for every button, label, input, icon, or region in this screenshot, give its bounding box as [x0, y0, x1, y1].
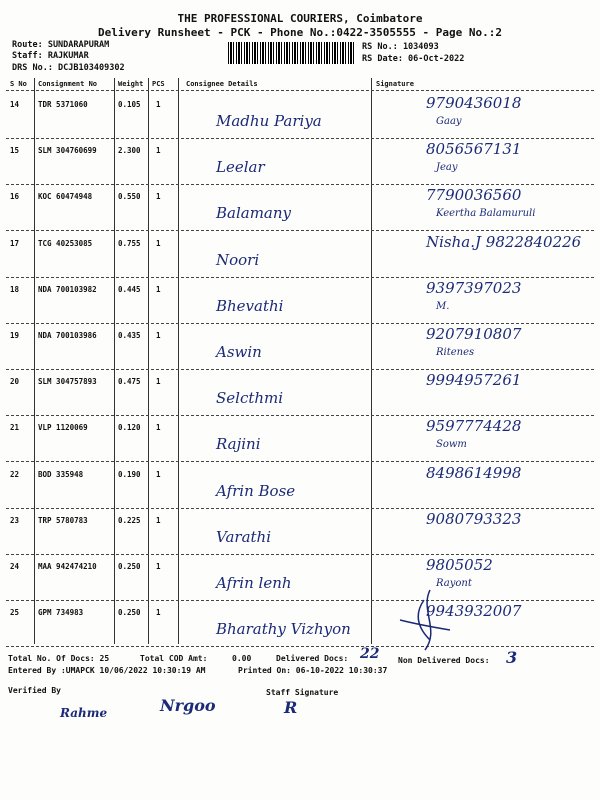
row-pcs: 1 [156, 608, 161, 618]
table-row [6, 510, 594, 556]
row-phone: 8056567131 [426, 140, 522, 159]
entered-by: Entered By :UMAPCK 10/06/2022 10:30:19 AM [8, 666, 206, 675]
row-sno: 25 [10, 608, 20, 618]
col-consignee: Consignee Details [186, 80, 258, 88]
row-sno: 18 [10, 284, 20, 294]
delivered-label: Delivered Docs: [276, 654, 349, 663]
row-signature: Jeay [436, 162, 458, 174]
row-consignment: BOD 335948 [38, 469, 84, 479]
row-signature: M. [436, 300, 450, 312]
row-consignment: KOC 60474948 [38, 192, 93, 202]
table-row [6, 140, 594, 186]
row-consignee-name: Afrin lenh [216, 574, 292, 592]
table-row [6, 417, 594, 463]
row-weight: 0.190 [118, 469, 141, 479]
row-signature: Sowm [436, 439, 467, 451]
row-consignment: SLM 304760699 [38, 146, 97, 156]
row-pcs: 1 [156, 284, 161, 294]
col-signature: Signature [376, 80, 414, 88]
drs-label: DRS No.: DCJB103409302 [12, 63, 125, 73]
row-weight: 0.435 [118, 331, 141, 340]
row-consignment: NDA 700103986 [38, 331, 97, 340]
row-pcs: 1 [156, 238, 161, 248]
non-delivered-value: 3 [506, 648, 518, 667]
row-weight: 0.445 [118, 284, 141, 294]
col-pcs: PCS [152, 80, 165, 88]
rs-number: RS No.: 1034093 [362, 42, 439, 52]
row-sno: 19 [10, 331, 20, 340]
row-signature: Ritenes [436, 347, 475, 358]
row-weight: 0.475 [118, 377, 141, 387]
row-consignee-name: Bhevathi [216, 296, 284, 315]
row-phone: 8498614998 [426, 463, 522, 482]
table-row [6, 325, 594, 371]
route-label: Route: SUNDARAPURAM [12, 40, 110, 50]
signature-scribble [360, 560, 460, 660]
row-consignee-name: Varathi [216, 527, 271, 546]
verified-by-label: Verified By [8, 686, 61, 695]
row-weight: 0.250 [118, 562, 141, 571]
row-signature: Rayont [436, 578, 472, 589]
row-phone: 9080793323 [426, 509, 522, 528]
row-consignment: NDA 700103982 [38, 284, 97, 294]
row-pcs: 1 [156, 100, 161, 109]
row-consignment: TDR 5371060 [38, 100, 88, 109]
row-phone: 9207910807 [426, 325, 522, 343]
row-consignee-name: Madhu Pariya [216, 112, 322, 130]
barcode [228, 42, 356, 64]
row-sno: 22 [10, 469, 20, 479]
total-docs: Total No. Of Docs: 25 [8, 654, 110, 663]
row-signature: Keertha Balamuruli [436, 208, 536, 220]
row-sno: 24 [10, 562, 20, 571]
table-row [6, 371, 594, 417]
row-sno: 14 [10, 100, 20, 109]
row-consignee-name: Noori [216, 250, 260, 269]
row-sno: 20 [10, 377, 20, 387]
row-phone: 7790036560 [426, 186, 522, 205]
row-signature: Gaay [436, 116, 462, 127]
total-cod-value: 0.00 [232, 654, 252, 663]
table-row [6, 94, 594, 140]
runsheet-table [6, 80, 594, 646]
document-subtitle: Delivery Runsheet - PCK - Phone No.:0422-3505555 - Page No.:2 [98, 26, 502, 39]
row-phone: 9994957261 [426, 371, 522, 390]
staff-signature-label: Staff Signature [266, 688, 339, 697]
col-weight: Weight [118, 80, 144, 88]
row-weight: 0.755 [118, 238, 141, 248]
row-sno: 16 [10, 192, 20, 202]
table-row [6, 602, 594, 648]
row-weight: 0.550 [118, 192, 141, 202]
total-cod-label: Total COD Amt: [140, 654, 208, 663]
col-sno: S No [10, 80, 27, 88]
row-consignment: SLM 304757893 [38, 377, 97, 387]
row-phone: 9597774428 [426, 417, 522, 436]
verified-signature: Rahme [60, 706, 108, 720]
table-row [6, 279, 594, 325]
row-pcs: 1 [156, 469, 161, 479]
row-sno: 17 [10, 238, 20, 248]
row-pcs: 1 [156, 515, 161, 525]
row-consignment: TRP 5780783 [38, 515, 88, 525]
row-pcs: 1 [156, 146, 161, 156]
row-consignee-name: Afrin Bose [216, 481, 296, 500]
row-weight: 0.120 [118, 423, 141, 433]
row-sno: 23 [10, 515, 20, 525]
row-weight: 2.300 [118, 146, 141, 156]
row-consignee-name: Bharathy Vizhyon [216, 620, 351, 639]
row-weight: 0.225 [118, 515, 141, 525]
non-delivered-label: Non Delivered Docs: [398, 656, 490, 665]
row-consignee-name: Aswin [216, 343, 262, 361]
staff-signature-mark: R [284, 698, 298, 717]
row-pcs: 1 [156, 423, 161, 433]
row-phone: 9790436018 [426, 94, 522, 112]
document-title: THE PROFESSIONAL COURIERS, Coimbatore [177, 12, 423, 25]
row-consignment: MAA 942474210 [38, 562, 97, 571]
row-pcs: 1 [156, 377, 161, 387]
row-consignment: TCG 40253085 [38, 238, 93, 248]
staff-label: Staff: RAJKUMAR [12, 51, 89, 61]
table-row [6, 233, 594, 279]
row-consignee-name: Rajini [216, 435, 261, 454]
delivered-value: 22 [360, 646, 380, 662]
rs-date: RS Date: 06-Oct-2022 [362, 54, 465, 64]
row-sno: 15 [10, 146, 20, 156]
printed-on: Printed On: 06-10-2022 10:30:37 [238, 666, 388, 675]
row-phone: 9397397023 [426, 278, 522, 297]
row-weight: 0.105 [118, 100, 141, 109]
row-consignee-name: Balamany [216, 204, 292, 223]
row-sno: 21 [10, 423, 20, 433]
table-row [6, 464, 594, 510]
row-consignment: VLP 1120069 [38, 423, 88, 433]
row-phone: 9943932007 [426, 602, 522, 621]
row-consignee-name: Selcthmi [216, 389, 284, 408]
row-pcs: 1 [156, 562, 161, 571]
row-pcs: 1 [156, 331, 161, 340]
row-pcs: 1 [156, 192, 161, 202]
row-phone: 9805052 [426, 556, 493, 574]
row-phone: Nisha.J 9822840226 [426, 232, 582, 251]
table-row [6, 556, 594, 602]
col-consignment: Consignment No [38, 80, 98, 88]
row-consignment: GPM 734983 [38, 608, 84, 618]
table-row [6, 186, 594, 232]
row-consignee-name: Leelar [216, 158, 265, 177]
row-weight: 0.250 [118, 608, 141, 618]
verified-signature-2: Nrgoo [160, 696, 216, 715]
